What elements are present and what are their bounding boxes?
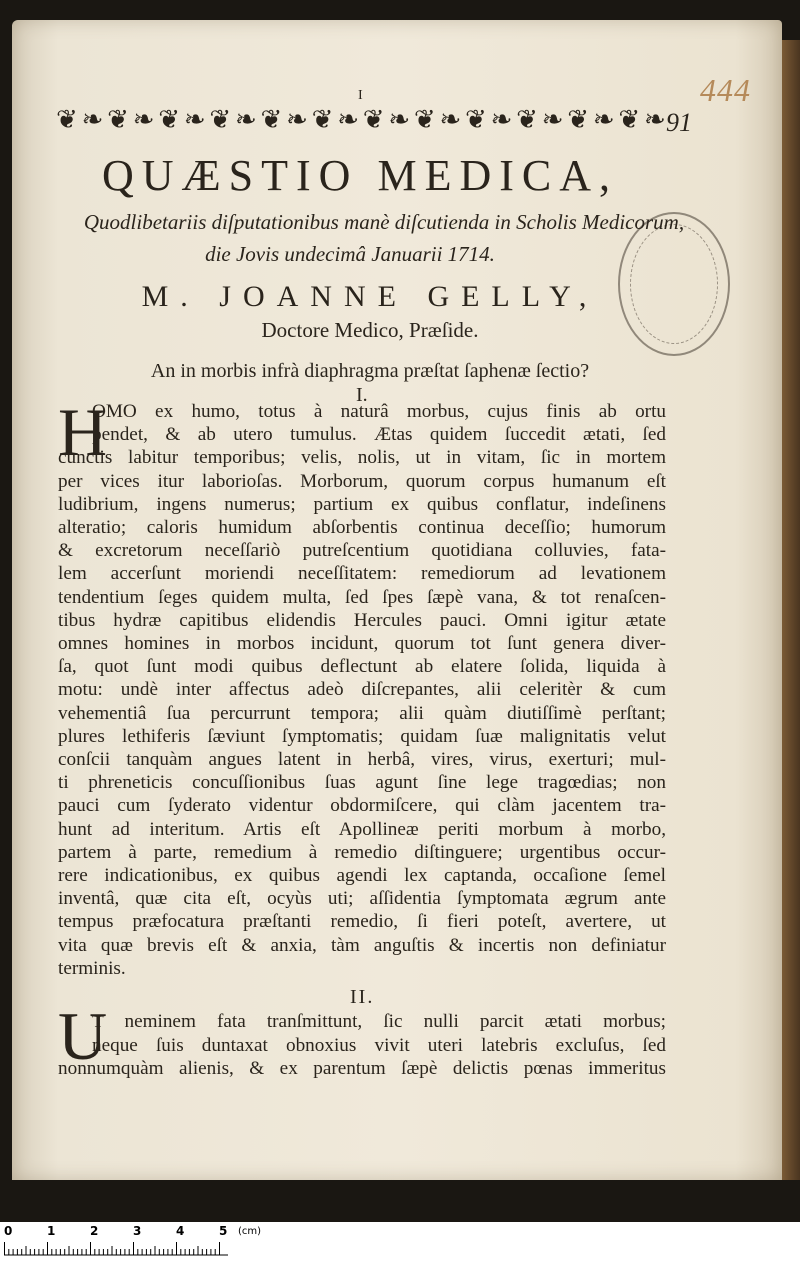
text-line: vehementiâ ſua percurrunt tempora; alii quàm diutiſſimè perſtant;	[58, 702, 666, 724]
text-line: hunt ad interitum. Artis eſt Apollineæ periti morbum à morbo,	[58, 818, 666, 840]
text-line: alteratio; caloris humidum abſorbentis continua deceſſio; humorum	[58, 517, 666, 538]
text-line: neque ſuis duntaxat obnoxius vivit uteri latebris excluſus, ſed	[92, 1034, 666, 1056]
section-1-paragraph	[58, 394, 666, 990]
drop-cap: U	[58, 998, 108, 1074]
subtitle-line-2: die Jovis undecimâ Januarii 1714.	[205, 242, 495, 266]
text-line: lem accerſunt moriendi neceſſitatem: remediorum ad levationem	[58, 563, 666, 585]
ruler-label: 5	[219, 1224, 228, 1238]
text-line: motu: undè inter affectus adeò diſcrepantes, alii celeritèr & cum	[58, 679, 666, 701]
text-line: ti phreneticis concuſſionibus ſuas agunt ſine lege tragœdias; non	[58, 772, 666, 794]
measurement-ruler	[0, 1222, 800, 1263]
presider-name: M. JOANNE GELLY,	[141, 280, 599, 313]
ruler-label: 2	[90, 1224, 99, 1238]
drop-cap: H	[58, 394, 108, 470]
text-line: OMO ex humo, totus à naturâ morbus, cujus finis ab ortu	[92, 401, 666, 422]
thesis-question: An in morbis infrà diaphragma præſtat ſaphenæ ſectio?	[150, 360, 590, 382]
text-line: cunctis labitur temporibus; velis, nolis, ut in vitam, ſic in mortem	[58, 447, 666, 469]
book-edge	[782, 40, 800, 1180]
ruler-label: 1	[47, 1224, 56, 1238]
text-line: per vices itur laborioſas. Morborum, quorum corpus humanum eſt	[58, 470, 666, 492]
decorative-headpiece-ornament: ❦ ❧ ❦ ❧ ❦ ❧ ❦ ❧ ❦ ❧ ❦ ❧ ❦ ❧ ❦ ❧ ❦ ❧ ❦ ❧ ❦ ❧ ❦ ❧	[56, 105, 664, 134]
ruler-label: 0	[4, 1224, 13, 1238]
ruler-label: 3	[133, 1224, 142, 1238]
ruler-label: 4	[176, 1224, 185, 1238]
text-line: terminis.	[58, 957, 126, 979]
section-2-paragraph	[58, 998, 666, 1086]
text-line: & excretorum neceſſariò putreſcentium quotidiana colluvies, fata-	[58, 540, 666, 562]
signature-mark: I	[358, 88, 363, 103]
text-line: T neminem fata tranſmittunt, ſic nulli parcit ætati morbus;	[92, 1011, 666, 1032]
text-line: tendentium ſeges quidem multa, ſed ſpes ſæpè vana, & tot renaſcen-	[58, 586, 666, 608]
ruler-scale-icon	[4, 1242, 228, 1256]
text-line: tempus præfocatura præſtanti remedio, ſi fieri poteſt, avertere, ut	[58, 911, 666, 933]
text-line: nonnumquàm alienis, & ex parentum ſæpè delictis pœnas immeritus	[58, 1058, 666, 1079]
text-line: plures lethiferis ſæviunt ſymptomatis; quidam ſuæ malignitatis velut	[58, 725, 666, 747]
text-line: pendet, & ab utero tumulus. Ætas quidem ſuccedit ætati, ſed	[92, 424, 666, 446]
text-line: ludibrium, ingens numerus; partium ex quibus conflatur, indeſinens	[58, 493, 666, 515]
text-line: conſcii tanquàm angues latent in herbâ, vires, virus, exerturi; mul-	[58, 749, 666, 770]
handwritten-folio-number: 444	[700, 72, 751, 108]
text-line: partem à parte, remedium à remedio diſtinguere; urgentibus occur-	[58, 841, 666, 863]
section-number-1: I.	[356, 384, 368, 406]
text-line: pauci cum ſyderato videntur obdormiſcere, qui clàm jacentem tra-	[58, 795, 666, 817]
section-number-2: II.	[350, 986, 375, 1008]
text-line: rere indicationibus, ex quibus agendi lex captanda, occaſione ſemel	[58, 865, 666, 886]
text-line: omnes homines in morbos incidunt, quorum tot ſunt genera diver-	[58, 633, 666, 654]
subtitle-line-1: Quodlibetariis diſputationibus manè diſcutienda in Scholis Medicorum,	[83, 210, 685, 234]
text-line: vita quæ brevis eſt & anxia, tàm anguſtis & incertis non definiatur	[58, 934, 666, 956]
document-title: QUÆSTIO MEDICA,	[102, 151, 618, 200]
printed-folio-number: 91	[666, 108, 692, 137]
text-line: tibus hydræ capitibus elidendis Hercules pauci. Omni igitur ætate	[58, 609, 666, 631]
text-line: inventâ, quæ cita eſt, ocyùs uti; aſſidentia ſymptomata ægrum ante	[58, 888, 666, 910]
text-line: ſa, quot ſunt modi quibus deflectunt ab elatere ſolida, liquida à	[58, 656, 666, 678]
ruler-unit-label: (cm)	[238, 1226, 262, 1237]
presider-role: Doctore Medico, Præſide.	[261, 318, 479, 342]
